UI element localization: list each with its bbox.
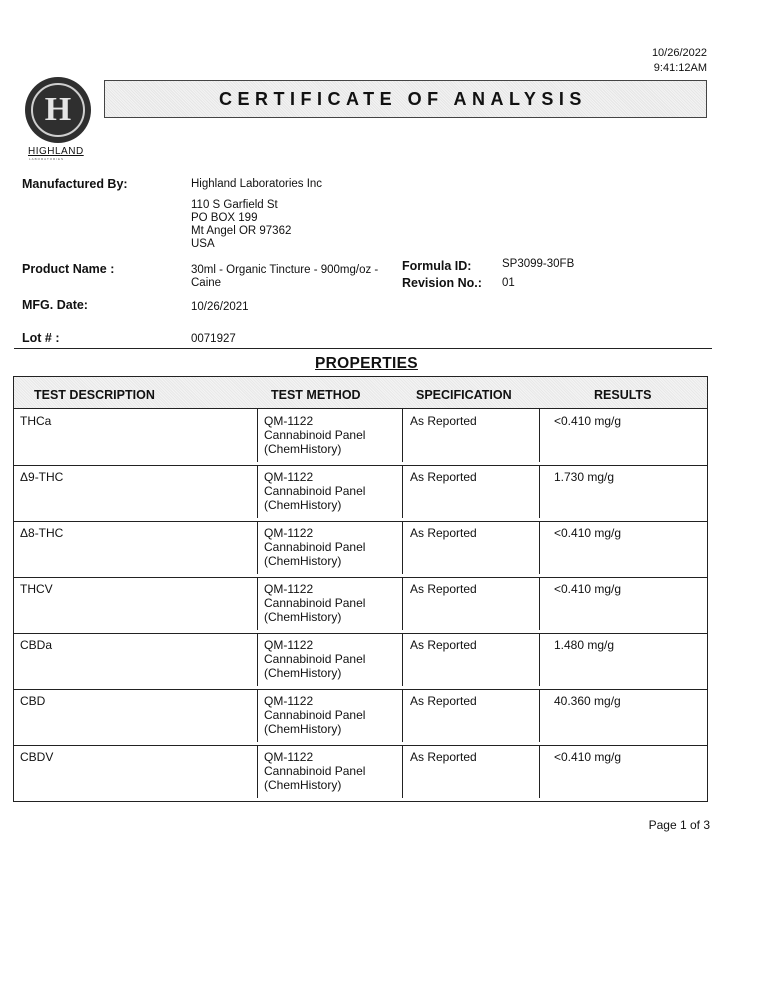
table-row: [14, 465, 707, 521]
formula-value: SP3099-30FB: [502, 258, 575, 270]
header-test-description: TEST DESCRIPTION: [34, 388, 155, 402]
lot-value: 0071927: [191, 333, 236, 345]
row-result: 1.480 mg/g: [554, 638, 615, 652]
page-number: Page 1 of 3: [648, 818, 710, 832]
table-row: [14, 745, 707, 801]
row-result: 1.730 mg/g: [554, 470, 615, 484]
lot-label: Lot # :: [22, 331, 60, 345]
row-specification: As Reported: [410, 414, 477, 428]
row-specification: As Reported: [410, 638, 477, 652]
row-specification: As Reported: [410, 694, 477, 708]
row-description: Δ8-THC: [20, 526, 64, 540]
address-line: USA: [191, 238, 215, 250]
title-banner: [104, 80, 707, 118]
address-line: 110 S Garfield St: [191, 199, 278, 211]
row-description: THCa: [20, 414, 52, 428]
row-description: CBD: [20, 694, 46, 708]
row-description: Δ9-THC: [20, 470, 64, 484]
table-row: [14, 633, 707, 689]
address-line: Mt Angel OR 97362: [191, 225, 292, 237]
table-header: [14, 377, 707, 409]
row-specification: As Reported: [410, 750, 477, 764]
row-method: QM-1122 Cannabinoid Panel (ChemHistory): [264, 694, 366, 736]
mfg-date-value: 10/26/2021: [191, 301, 249, 313]
mfg-date-label: MFG. Date:: [22, 298, 88, 312]
product-label: Product Name :: [22, 262, 115, 276]
row-description: CBDV: [20, 750, 54, 764]
table-row: [14, 521, 707, 577]
page-title: CERTIFICATE OF ANALYSIS: [219, 88, 587, 109]
table-row: [14, 689, 707, 745]
row-method: QM-1122 Cannabinoid Panel (ChemHistory): [264, 470, 366, 512]
row-method: QM-1122 Cannabinoid Panel (ChemHistory): [264, 582, 366, 624]
row-method: QM-1122 Cannabinoid Panel (ChemHistory): [264, 526, 366, 568]
row-method: QM-1122 Cannabinoid Panel (ChemHistory): [264, 750, 366, 792]
row-result: <0.410 mg/g: [554, 582, 622, 596]
revision-value: 01: [502, 277, 515, 289]
row-result: 40.360 mg/g: [554, 694, 621, 708]
revision-label: Revision No.:: [402, 276, 482, 290]
address-line: PO BOX 199: [191, 212, 258, 224]
row-specification: As Reported: [410, 526, 477, 540]
row-method: QM-1122 Cannabinoid Panel (ChemHistory): [264, 414, 366, 456]
row-result: <0.410 mg/g: [554, 414, 622, 428]
formula-label: Formula ID:: [402, 259, 472, 273]
properties-heading: PROPERTIES: [315, 355, 418, 372]
table-row: [14, 409, 707, 465]
timestamp-time: 9:41:12AM: [653, 62, 707, 74]
row-result: <0.410 mg/g: [554, 526, 622, 540]
row-description: CBDa: [20, 638, 53, 652]
row-specification: As Reported: [410, 470, 477, 484]
highland-logo-icon: [25, 77, 91, 143]
properties-table: [13, 376, 708, 802]
table-row: [14, 577, 707, 633]
timestamp-date: 10/26/2022: [651, 47, 707, 59]
header-results: RESULTS: [594, 388, 652, 402]
row-specification: As Reported: [410, 582, 477, 596]
logo-subtitle: LABORATORIES: [29, 157, 65, 161]
manufacturer-label: Manufactured By:: [22, 177, 128, 191]
logo-name: HIGHLAND: [28, 146, 84, 157]
row-method: QM-1122 Cannabinoid Panel (ChemHistory): [264, 638, 366, 680]
product-name: 30ml - Organic Tincture - 900mg/oz - Caine: [191, 264, 379, 289]
section-divider: [14, 348, 712, 349]
timestamp: [652, 46, 707, 76]
header-test-method: TEST METHOD: [271, 388, 361, 402]
row-result: <0.410 mg/g: [554, 750, 622, 764]
manufacturer-name: Highland Laboratories Inc: [191, 178, 323, 190]
manufacturer-address: [191, 199, 291, 251]
row-description: THCV: [20, 582, 53, 596]
logo-letter: H: [44, 91, 72, 128]
header-specification: SPECIFICATION: [416, 388, 512, 402]
